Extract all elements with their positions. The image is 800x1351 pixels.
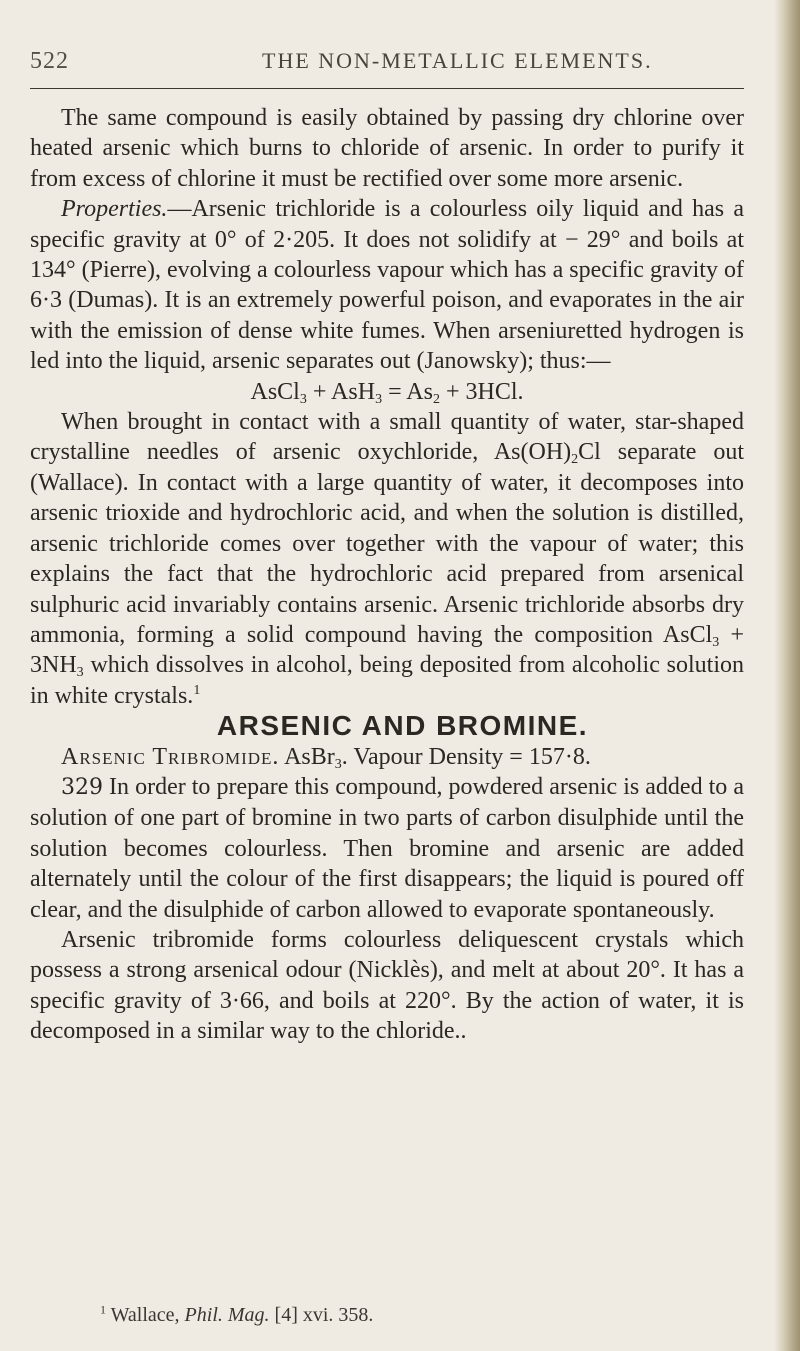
eq-subscript: 2 — [432, 391, 440, 407]
running-title: THE NON-METALLIC ELEMENTS. — [262, 48, 653, 73]
paragraph-329 — [30, 772, 744, 925]
para3-subscript: 3 — [712, 634, 720, 650]
page-body — [30, 103, 744, 1047]
footnote-reference: 1 — [193, 682, 201, 698]
page-edge-shadow — [774, 0, 800, 1351]
page-number: 522 — [30, 48, 69, 74]
para3-subscript: 3 — [76, 665, 84, 681]
paragraph-properties — [30, 194, 744, 376]
footnote-mark: 1 — [100, 1302, 106, 1317]
eq-subscript: 3 — [299, 391, 307, 407]
eq-term: + AsH — [306, 378, 376, 405]
compound-formula: AsBr — [284, 743, 335, 770]
paragraph-preparation: The same compound is easily obtained by passing dry chlorine over heated arsenic which burns to chloride of arsenic. In order to purify it from excess of chlorine it must be rectified over some more arsenic. — [30, 105, 744, 192]
header-rule — [30, 88, 744, 89]
paragraph-water-reaction — [30, 407, 744, 711]
page-header — [30, 48, 750, 78]
formula-subscript: 3 — [334, 756, 342, 772]
para3-text: Cl separate out (Wallace). In contact with a large quantity of water, it decomposes into arsenic trioxide and hydrochloric acid, and when the solution is distilled, arsenic trichloride comes over together with the vapour of water; this explains the fact that the hydrochloric acid prepared from arsenical sulphuric acid invariably contains arsenic. Arsenic trichloride absorbs dry ammonia, forming a solid compound having the composition AsCl — [30, 439, 744, 648]
compound-name: Arsenic Tribromide. — [61, 743, 280, 770]
equation-trichloride — [30, 377, 744, 407]
footnote-reference-detail: [4] xvi. 358. — [269, 1304, 374, 1326]
eq-subscript: 3 — [375, 391, 383, 407]
properties-label: Properties. — [61, 196, 168, 223]
section-heading: ARSENIC AND BROMINE. — [216, 710, 589, 742]
para3-text: + 3NH — [30, 621, 744, 679]
vapour-density: . Vapour Density = 157·8. — [341, 743, 591, 770]
properties-text: —Arsenic trichloride is a colourless oily liquid and has a specific gravity at 0° of 2·205. It does not solidify at − 29° and boils at 134° (Pierre), evolving a colourless vapour which has a specific gravity of 6·3 (Dumas). It is an extremely powerful poison, and evaporates in the air with the emission of dense white fumes. When arseniuretted hydrogen is led into the liquid, arsenic separates out (Janowsky); thus:— — [30, 196, 744, 375]
paragraph-number: 329 — [61, 774, 103, 800]
para3-text: When brought in contact with a small quantity of water, star-shaped crystalline needles of arsenic oxychloride, As(OH) — [30, 409, 744, 466]
paragraph-tribromide-properties: Arsenic tribromide forms colourless deliquescent crystals which possess a strong arsenical odour (Nicklès), and melt at about 20°. It has a specific gravity of 3·66, and boils at 220°. By the action of water, it is decomposed in a similar way to the chloride.. — [30, 926, 744, 1045]
eq-term: = As — [382, 378, 433, 405]
footnote-author: Wallace, — [110, 1304, 185, 1326]
footnote-journal: Phil. Mag. — [184, 1304, 270, 1326]
para3-subscript: 2 — [571, 452, 579, 468]
para3-text: which dissolves in alcohol, being deposited from alcoholic solution in white crystals. — [30, 652, 744, 709]
eq-term: AsCl — [250, 378, 300, 405]
compound-subheading — [30, 742, 744, 772]
eq-term: + 3HCl. — [439, 378, 524, 405]
footnote — [100, 1304, 373, 1327]
paragraph-329-text: In order to prepare this compound, powdered arsenic is added to a solution of one part of bromine in two parts of carbon disulphide until the solution becomes colourless. Then bromine and arsenic are added alternately until the colour of the first disappears; the liquid is poured off clear, and the disulphide of carbon allowed to evaporate spontaneously. — [30, 773, 745, 923]
